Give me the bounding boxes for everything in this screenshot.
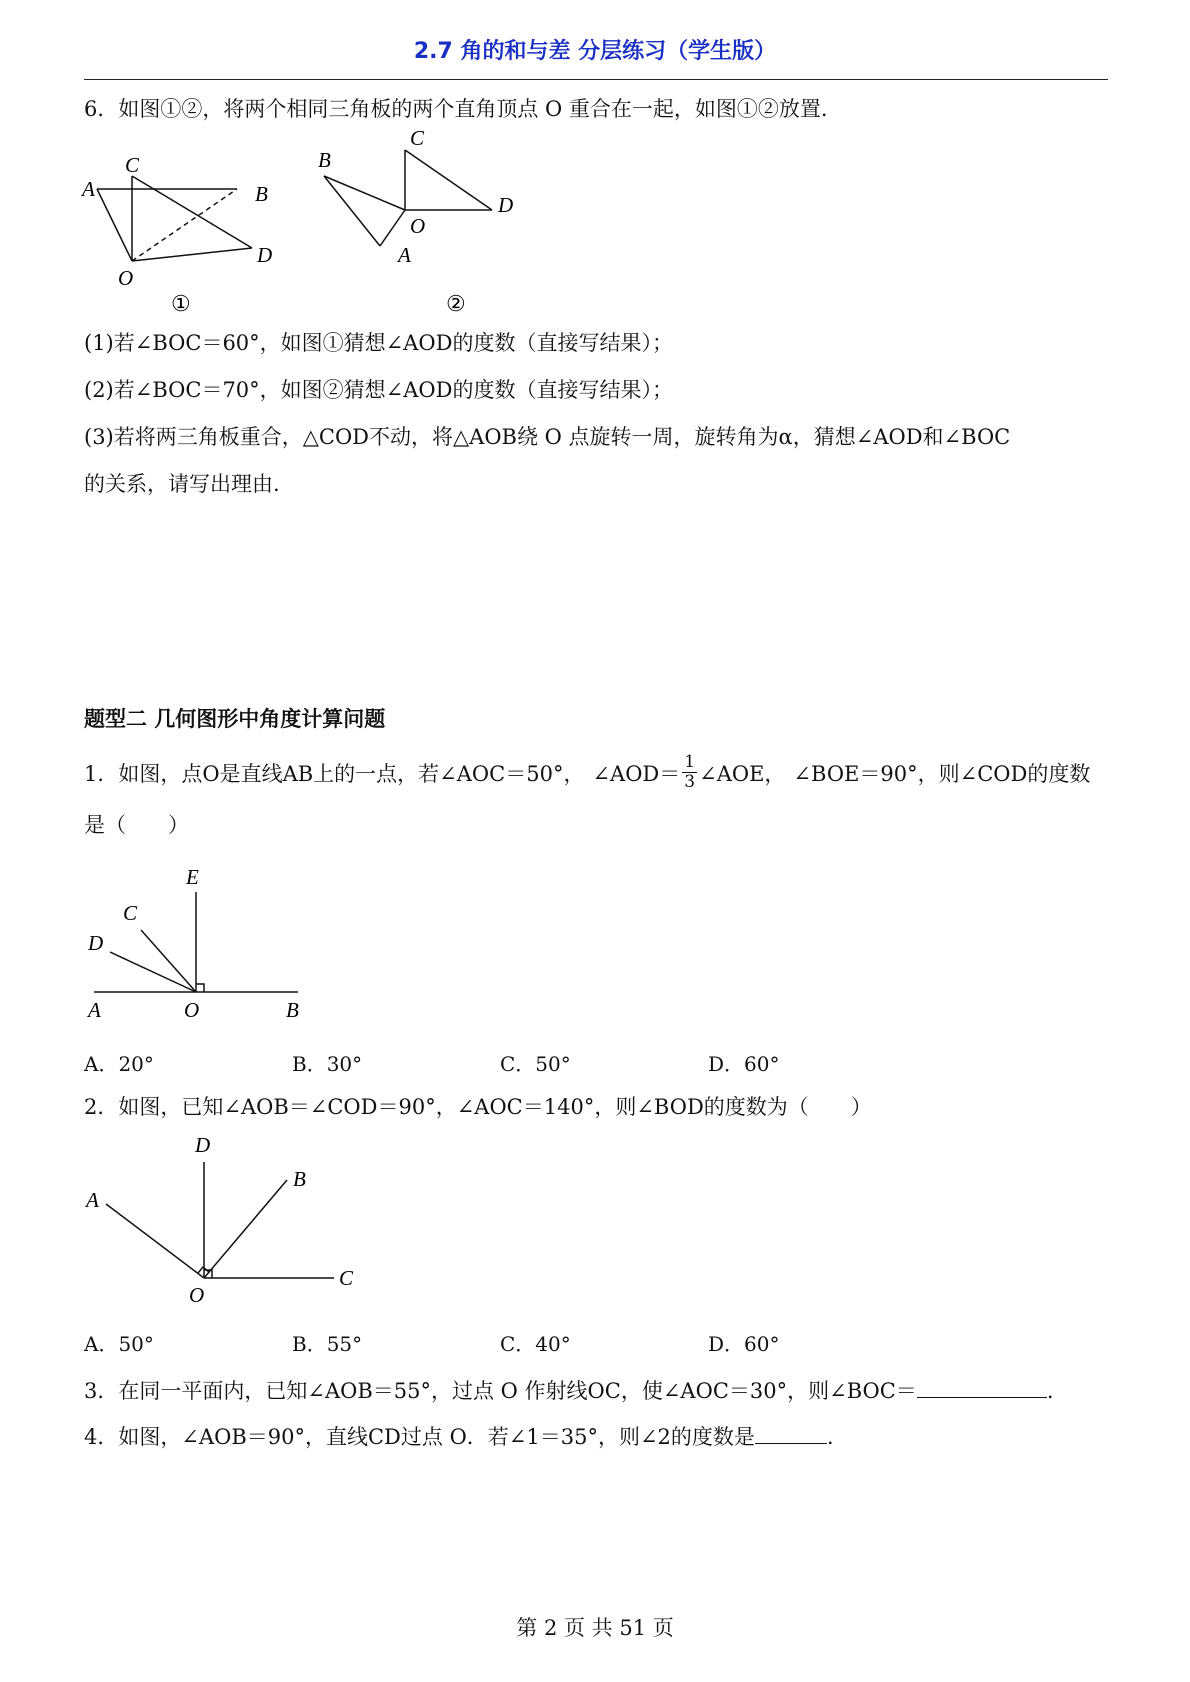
q2-figure bbox=[80, 1132, 380, 1310]
q2-label-B: B bbox=[293, 1167, 306, 1191]
q2-ray-OB bbox=[204, 1180, 287, 1278]
q1-stem-part-b: ∠AOD＝ bbox=[592, 762, 681, 786]
fig1-label-B: B bbox=[255, 182, 268, 206]
q1-label-C: C bbox=[123, 901, 138, 925]
q1-fraction-denominator: 3 bbox=[684, 772, 696, 792]
q1-option-d: D．60° bbox=[708, 1052, 780, 1076]
q2-ray-OA bbox=[106, 1204, 204, 1278]
q1-fraction bbox=[682, 753, 697, 792]
q1-stem-part-a: 1．如图，点O是直线AB上的一点，若∠AOC＝50°， bbox=[84, 762, 585, 786]
fig1-line-AO bbox=[97, 189, 132, 261]
q4-stem bbox=[84, 1419, 834, 1452]
q1-right-angle-mark bbox=[196, 984, 204, 992]
q2-option-d: D．60° bbox=[708, 1332, 780, 1356]
q1-label-A: A bbox=[88, 998, 101, 1020]
q3-stem bbox=[84, 1373, 1054, 1406]
header-title: 2.7 角的和与差 分层练习（学生版） bbox=[413, 39, 777, 64]
fig1-line-OD bbox=[132, 248, 252, 261]
q1-figure bbox=[80, 862, 320, 1020]
q2-label-O: O bbox=[189, 1283, 205, 1307]
q1-ray-OD bbox=[110, 952, 196, 992]
q6-figures bbox=[80, 128, 560, 320]
q1-stem-part-d: ∠BOE＝90°，则∠COD的度数 bbox=[793, 762, 1091, 786]
q6-stem: 6．如图①②，将两个相同三角板的两个直角顶点 O 重合在一起，如图①②放置. bbox=[84, 97, 828, 121]
q2-label-C: C bbox=[339, 1266, 354, 1290]
fig2-caption: ② bbox=[446, 291, 466, 316]
q1-label-B: B bbox=[286, 998, 299, 1020]
q6-part2: (2)若∠BOC＝70°，如图②猜想∠AOD的度数（直接写结果）； bbox=[84, 378, 673, 402]
q1-option-a: A．20° bbox=[84, 1052, 154, 1076]
q1-stem bbox=[84, 752, 1091, 795]
fig2-line-OA bbox=[380, 210, 405, 246]
q6-figure-2 bbox=[324, 150, 492, 246]
q1-label-E: E bbox=[186, 865, 199, 889]
q2-stem: 2．如图，已知∠AOB＝∠COD＝90°，∠AOC＝140°，则∠BOD的度数为（ ） bbox=[84, 1095, 872, 1119]
header-divider bbox=[84, 79, 1108, 80]
q4-answer-blank[interactable] bbox=[755, 1419, 827, 1444]
q2-label-A: A bbox=[86, 1188, 99, 1212]
q1-label-D: D bbox=[88, 931, 104, 955]
fig1-caption: ① bbox=[171, 291, 191, 316]
q2-label-D: D bbox=[195, 1133, 211, 1157]
q1-ray-OC bbox=[141, 930, 196, 992]
q2-option-c: C．40° bbox=[500, 1332, 571, 1356]
fig2-label-D: D bbox=[498, 193, 514, 217]
q1-label-O: O bbox=[184, 998, 200, 1020]
q6-part3-line1: (3)若将两三角板重合，△COD不动，将△AOB绕 O 点旋转一周，旋转角为α，猜想∠AOD和∠BOC bbox=[84, 425, 1011, 449]
fig2-label-C: C bbox=[410, 128, 425, 150]
q2-option-b: B．55° bbox=[292, 1332, 363, 1356]
fig2-line-CD bbox=[405, 150, 492, 210]
q1-stem-part-c: ∠AOE， bbox=[699, 762, 786, 786]
fig1-label-C: C bbox=[125, 153, 140, 177]
fig1-label-O: O bbox=[118, 266, 134, 290]
q6-part1: (1)若∠BOC＝60°，如图①猜想∠AOD的度数（直接写结果）； bbox=[84, 331, 673, 355]
q3-stem-text: 3．在同一平面内，已知∠AOB＝55°，过点 O 作射线OC，使∠AOC＝30°，则∠BOC＝ bbox=[84, 1379, 917, 1403]
q6-part3-line2: 的关系，请写出理由. bbox=[84, 472, 280, 496]
fig2-label-B: B bbox=[318, 148, 331, 172]
fig1-line-OB-dashed bbox=[132, 189, 237, 261]
q6-figure-1 bbox=[97, 176, 252, 261]
q4-stem-text: 4．如图，∠AOB＝90°，直线CD过点 O．若∠1＝35°，则∠2的度数是 bbox=[84, 1425, 755, 1449]
q1-fraction-numerator: 1 bbox=[684, 752, 696, 772]
q1-option-b: B．30° bbox=[292, 1052, 363, 1076]
page-footer: 第 2 页 共 51 页 bbox=[516, 1616, 674, 1640]
fig1-label-A: A bbox=[82, 177, 95, 201]
q3-stem-end: . bbox=[1046, 1379, 1054, 1403]
q4-stem-end: . bbox=[826, 1425, 834, 1449]
fig1-line-CD bbox=[132, 176, 252, 248]
q2-option-a: A．50° bbox=[84, 1332, 154, 1356]
fig2-label-O: O bbox=[410, 214, 426, 238]
q1-stem-line2: 是（ ） bbox=[84, 813, 189, 837]
fig2-label-A: A bbox=[398, 243, 411, 267]
fig2-line-BA bbox=[324, 176, 380, 246]
fig1-label-D: D bbox=[257, 243, 273, 267]
section-title: 题型二 几何图形中角度计算问题 bbox=[84, 707, 386, 731]
q3-answer-blank[interactable] bbox=[917, 1373, 1047, 1398]
q1-option-c: C．50° bbox=[500, 1052, 571, 1076]
fig2-line-BO bbox=[324, 176, 405, 210]
